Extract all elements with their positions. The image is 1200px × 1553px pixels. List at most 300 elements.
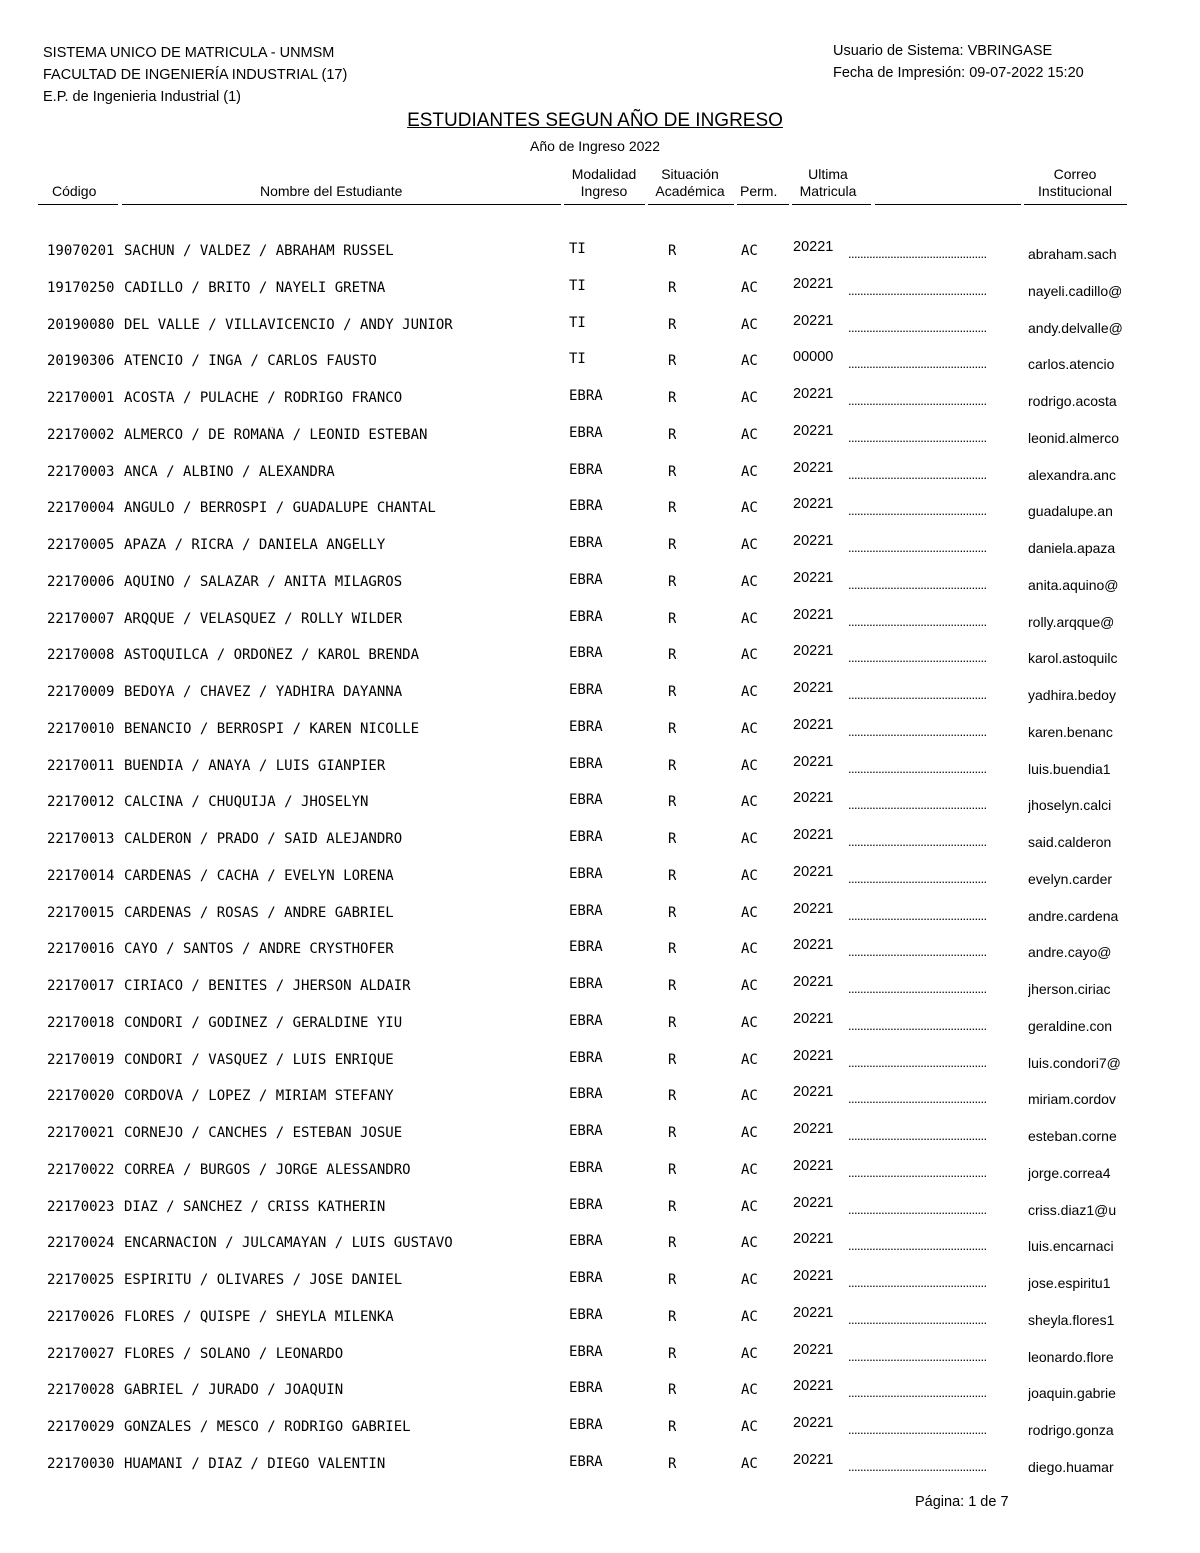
academic-situation: R xyxy=(668,1198,677,1215)
admission-modality: TI xyxy=(569,314,586,331)
last-enrollment: 00000 xyxy=(793,349,834,366)
table-row xyxy=(0,1009,1200,1045)
student-code: 22170019 xyxy=(47,1051,115,1068)
student-name: ARQQUE / VELASQUEZ / ROLLY WILDER xyxy=(124,610,403,627)
table-row xyxy=(0,494,1200,530)
student-name: GABRIEL / JURADO / JOAQUIN xyxy=(124,1382,344,1399)
academic-situation: R xyxy=(668,941,677,958)
student-name: ESPIRITU / OLIVARES / JOSE DANIEL xyxy=(124,1272,403,1288)
dot-leader: .............................................. xyxy=(848,1348,987,1364)
permanence-status: AC xyxy=(741,720,758,737)
permanence-status: AC xyxy=(741,390,758,406)
header-divider xyxy=(875,204,1021,205)
student-code: 22170014 xyxy=(47,867,115,884)
academic-situation: R xyxy=(668,1088,677,1105)
academic-situation: R xyxy=(668,390,677,406)
system-name: SISTEMA UNICO DE MATRICULA - UNMSM xyxy=(43,45,335,61)
academic-situation: R xyxy=(668,904,677,921)
student-code: 22170015 xyxy=(47,904,115,921)
permanence-status: AC xyxy=(741,279,758,296)
student-name: FLORES / SOLANO / LEONARDO xyxy=(124,1345,344,1362)
permanence-status: AC xyxy=(741,537,758,553)
last-enrollment: 20221 xyxy=(793,827,834,843)
table-row xyxy=(0,384,1200,420)
student-name: ENCARNACION / JULCAMAYAN / LUIS GUSTAVO xyxy=(124,1235,453,1252)
last-enrollment: 20221 xyxy=(793,1121,834,1137)
col-code: Código xyxy=(52,183,97,199)
table-row xyxy=(0,641,1200,677)
last-enrollment: 20221 xyxy=(793,606,834,623)
academic-situation: R xyxy=(668,794,677,811)
institutional-email: geraldine.con xyxy=(1028,1017,1113,1034)
admission-modality: EBRA xyxy=(569,1417,603,1433)
permanence-status: AC xyxy=(741,647,758,664)
student-code: 22170027 xyxy=(47,1345,115,1362)
last-enrollment: 20221 xyxy=(793,239,834,255)
last-enrollment: 20221 xyxy=(793,1194,834,1211)
institutional-email: abraham.sach xyxy=(1028,246,1117,262)
admission-modality: EBRA xyxy=(569,645,603,662)
student-name: BUENDIA / ANAYA / LUIS GIANPIER xyxy=(124,757,386,774)
student-code: 22170010 xyxy=(47,720,115,737)
last-enrollment: 20221 xyxy=(793,1415,834,1431)
table-row xyxy=(0,1340,1200,1376)
print-label: Fecha de Impresión: xyxy=(833,65,966,81)
institutional-email: said.calderon xyxy=(1028,834,1112,850)
institutional-email: esteban.corne xyxy=(1028,1128,1117,1144)
last-enrollment: 20221 xyxy=(793,1157,834,1174)
dot-leader: .............................................. xyxy=(848,1091,987,1107)
student-code: 22170022 xyxy=(47,1161,115,1178)
last-enrollment: 20221 xyxy=(793,312,834,329)
admission-modality: EBRA xyxy=(569,1380,603,1397)
admission-modality: EBRA xyxy=(569,388,603,404)
table-row xyxy=(0,1450,1200,1486)
admission-modality: EBRA xyxy=(569,939,603,956)
dot-leader: .............................................. xyxy=(848,723,987,739)
last-enrollment: 20221 xyxy=(793,863,834,880)
table-row xyxy=(0,1119,1200,1155)
last-enrollment: 20221 xyxy=(793,900,834,917)
dot-leader: .............................................. xyxy=(848,466,987,482)
student-code: 20190080 xyxy=(47,316,115,333)
academic-situation: R xyxy=(668,831,677,847)
institutional-email: miriam.cordov xyxy=(1028,1091,1116,1108)
last-enrollment: 20221 xyxy=(793,1268,834,1284)
table-row xyxy=(0,752,1200,788)
last-enrollment: 20221 xyxy=(793,1047,834,1064)
dot-leader: .............................................. xyxy=(848,576,987,592)
permanence-status: AC xyxy=(741,867,758,884)
last-enrollment: 20221 xyxy=(793,753,834,770)
institutional-email: evelyn.carder xyxy=(1028,870,1113,887)
student-name: APAZA / RICRA / DANIELA ANGELLY xyxy=(124,537,386,553)
table-row xyxy=(0,1082,1200,1118)
permanence-status: AC xyxy=(741,1051,758,1068)
institutional-email: sheyla.flores1 xyxy=(1028,1311,1115,1328)
institutional-email: daniela.apaza xyxy=(1028,540,1116,556)
dot-leader: .............................................. xyxy=(848,907,987,923)
academic-situation: R xyxy=(668,1051,677,1068)
student-name: ACOSTA / PULACHE / RODRIGO FRANCO xyxy=(124,390,403,406)
dot-leader: .............................................. xyxy=(848,1311,987,1327)
institutional-email: diego.huamar xyxy=(1028,1458,1114,1475)
admission-modality: EBRA xyxy=(569,535,603,551)
admission-modality: EBRA xyxy=(569,1049,603,1066)
dot-leader: .............................................. xyxy=(848,540,987,555)
last-enrollment: 20221 xyxy=(793,275,834,292)
admission-modality: EBRA xyxy=(569,718,603,735)
page-number: Página: 1 de 7 xyxy=(915,1494,1009,1510)
last-enrollment: 20221 xyxy=(793,1231,834,1248)
student-code: 22170026 xyxy=(47,1308,115,1325)
table-row xyxy=(0,788,1200,824)
admission-modality: EBRA xyxy=(569,461,603,478)
table-row xyxy=(0,1046,1200,1082)
last-enrollment: 20221 xyxy=(793,1378,834,1395)
permanence-status: AC xyxy=(741,573,758,590)
permanence-status: AC xyxy=(741,1235,758,1252)
admission-modality: EBRA xyxy=(569,1086,603,1103)
system-user xyxy=(833,40,1084,62)
academic-situation: R xyxy=(668,867,677,884)
permanence-status: AC xyxy=(741,1272,758,1288)
table-row xyxy=(0,899,1200,935)
permanence-status: AC xyxy=(741,757,758,774)
student-code: 22170016 xyxy=(47,941,115,958)
permanence-status: AC xyxy=(741,463,758,480)
dot-leader: .............................................. xyxy=(848,1275,987,1290)
print-value: 09-07-2022 15:20 xyxy=(969,65,1084,81)
academic-situation: R xyxy=(668,720,677,737)
last-enrollment: 20221 xyxy=(793,386,834,402)
permanence-status: AC xyxy=(741,1088,758,1105)
institutional-email: yadhira.bedoy xyxy=(1028,687,1116,703)
student-code: 22170023 xyxy=(47,1198,115,1215)
student-name: CARDENAS / ROSAS / ANDRE GABRIEL xyxy=(124,904,394,921)
institutional-email: leonid.almerco xyxy=(1028,429,1120,446)
dot-leader: .............................................. xyxy=(848,246,987,261)
dot-leader: .............................................. xyxy=(848,1054,987,1070)
admission-modality: EBRA xyxy=(569,682,603,698)
student-name: BENANCIO / BERROSPI / KAREN NICOLLE xyxy=(124,720,420,737)
last-enrollment: 20221 xyxy=(793,790,834,807)
student-code: 22170005 xyxy=(47,537,115,553)
dot-leader: .............................................. xyxy=(848,834,987,849)
report-subtitle: Año de Ingreso 2022 xyxy=(530,138,660,154)
student-code: 22170017 xyxy=(47,978,115,994)
table-row xyxy=(0,421,1200,457)
col-last-enrollment: Ultima Matricula xyxy=(799,166,857,199)
academic-situation: R xyxy=(668,316,677,333)
permanence-status: AC xyxy=(741,1345,758,1362)
institutional-email: jhoselyn.calci xyxy=(1028,797,1112,814)
dot-leader: .............................................. xyxy=(848,1385,987,1401)
institutional-email: carlos.atencio xyxy=(1028,356,1115,373)
dot-leader: .............................................. xyxy=(848,1164,987,1180)
table-row xyxy=(0,274,1200,310)
admission-modality: TI xyxy=(569,241,586,257)
student-code: 22170009 xyxy=(47,684,115,700)
institutional-email: guadalupe.an xyxy=(1028,503,1113,520)
institutional-email: anita.aquino@ xyxy=(1028,576,1119,593)
institutional-email: rolly.arqque@ xyxy=(1028,613,1115,630)
dot-leader: .............................................. xyxy=(848,613,987,629)
institutional-email: jherson.ciriac xyxy=(1028,981,1111,997)
permanence-status: AC xyxy=(741,610,758,627)
col-situation: Situación Académica xyxy=(655,166,725,199)
student-name: CARDENAS / CACHA / EVELYN LORENA xyxy=(124,867,394,884)
permanence-status: AC xyxy=(741,1419,758,1435)
table-row xyxy=(0,1156,1200,1192)
permanence-status: AC xyxy=(741,1161,758,1178)
institutional-email: luis.encarnaci xyxy=(1028,1238,1114,1255)
institutional-email: leonardo.flore xyxy=(1028,1348,1114,1365)
student-name: ANGULO / BERROSPI / GUADALUPE CHANTAL xyxy=(124,500,436,517)
institutional-email: jose.espiritu1 xyxy=(1028,1275,1111,1291)
institutional-email: criss.diaz1@u xyxy=(1028,1201,1117,1218)
last-enrollment: 20221 xyxy=(793,716,834,733)
header-divider xyxy=(564,204,645,205)
student-code: 22170024 xyxy=(47,1235,115,1252)
institutional-email: karol.astoquilc xyxy=(1028,650,1118,667)
dot-leader: .............................................. xyxy=(848,650,987,666)
dot-leader: .............................................. xyxy=(848,503,987,519)
last-enrollment: 20221 xyxy=(793,569,834,586)
permanence-status: AC xyxy=(741,978,758,994)
admission-modality: EBRA xyxy=(569,1270,603,1286)
dot-leader: .............................................. xyxy=(848,429,987,445)
student-name: CONDORI / VASQUEZ / LUIS ENRIQUE xyxy=(124,1051,394,1068)
institutional-email: andre.cayo@ xyxy=(1028,944,1112,961)
table-row xyxy=(0,1229,1200,1265)
admission-modality: EBRA xyxy=(569,498,603,515)
student-code: 20190306 xyxy=(47,353,115,370)
permanence-status: AC xyxy=(741,1308,758,1325)
institutional-email: jorge.correa4 xyxy=(1028,1164,1111,1181)
admission-modality: EBRA xyxy=(569,865,603,882)
student-code: 22170021 xyxy=(47,1125,115,1141)
table-row xyxy=(0,1413,1200,1449)
dot-leader: .............................................. xyxy=(848,1128,987,1143)
student-name: CORNEJO / CANCHES / ESTEBAN JOSUE xyxy=(124,1125,403,1141)
dot-leader: .............................................. xyxy=(848,870,987,886)
dot-leader: .............................................. xyxy=(848,393,987,408)
table-row xyxy=(0,678,1200,714)
header-divider xyxy=(122,204,561,205)
permanence-status: AC xyxy=(741,831,758,847)
header-divider xyxy=(737,204,789,205)
student-code: 22170003 xyxy=(47,463,115,480)
admission-modality: EBRA xyxy=(569,755,603,772)
admission-modality: EBRA xyxy=(569,902,603,919)
print-date xyxy=(833,62,1084,84)
student-code: 22170002 xyxy=(47,426,115,443)
student-code: 22170012 xyxy=(47,794,115,811)
academic-situation: R xyxy=(668,684,677,700)
student-name: HUAMANI / DIAZ / DIEGO VALENTIN xyxy=(124,1455,386,1472)
dot-leader: .............................................. xyxy=(848,944,987,960)
academic-situation: R xyxy=(668,279,677,296)
header-divider xyxy=(648,204,734,205)
col-name: Nombre del Estudiante xyxy=(260,183,403,199)
student-code: 19070201 xyxy=(47,243,115,259)
student-name: GONZALES / MESCO / RODRIGO GABRIEL xyxy=(124,1419,411,1435)
academic-situation: R xyxy=(668,243,677,259)
academic-situation: R xyxy=(668,1125,677,1141)
admission-modality: TI xyxy=(569,351,586,368)
admission-modality: EBRA xyxy=(569,792,603,809)
dot-leader: .............................................. xyxy=(848,687,987,702)
admission-modality: EBRA xyxy=(569,424,603,441)
student-name: ALMERCO / DE ROMAÑA / LEONID ESTEBAN xyxy=(124,426,428,443)
admission-modality: TI xyxy=(569,277,586,294)
last-enrollment: 20221 xyxy=(793,496,834,513)
permanence-status: AC xyxy=(741,1014,758,1031)
academic-situation: R xyxy=(668,757,677,774)
student-name: DIAZ / SANCHEZ / CRISS KATHERIN xyxy=(124,1198,386,1215)
institutional-email: luis.buendia1 xyxy=(1028,760,1111,777)
col-modality: Modalidad Ingreso xyxy=(571,166,637,199)
student-code: 22170020 xyxy=(47,1088,115,1105)
institutional-email: nayeli.cadillo@ xyxy=(1028,282,1123,299)
permanence-status: AC xyxy=(741,794,758,811)
student-name: CADILLO / BRITO / NAYELI GRETNA xyxy=(124,279,386,296)
student-code: 19170250 xyxy=(47,279,115,296)
admission-modality: EBRA xyxy=(569,1012,603,1029)
table-row xyxy=(0,825,1200,861)
last-enrollment: 20221 xyxy=(793,1084,834,1101)
report-header-right xyxy=(833,40,1084,84)
permanence-status: AC xyxy=(741,353,758,370)
student-name: ATENCIO / INGA / CARLOS FAUSTO xyxy=(124,353,377,370)
admission-modality: EBRA xyxy=(569,1453,603,1470)
student-code: 22170030 xyxy=(47,1455,115,1472)
student-name: BEDOYA / CHAVEZ / YADHIRA DAYANNA xyxy=(124,684,403,700)
last-enrollment: 20221 xyxy=(793,937,834,954)
table-row xyxy=(0,237,1200,273)
table-row xyxy=(0,1266,1200,1302)
last-enrollment: 20221 xyxy=(793,680,834,696)
report-title: ESTUDIANTES SEGUN AÑO DE INGRESO xyxy=(407,110,783,131)
table-row xyxy=(0,347,1200,383)
academic-situation: R xyxy=(668,353,677,370)
academic-situation: R xyxy=(668,463,677,480)
table-row xyxy=(0,972,1200,1008)
institutional-email: joaquin.gabrie xyxy=(1028,1385,1116,1402)
academic-situation: R xyxy=(668,1382,677,1399)
student-code: 22170018 xyxy=(47,1014,115,1031)
student-code: 22170011 xyxy=(47,757,115,774)
admission-modality: EBRA xyxy=(569,1123,603,1139)
admission-modality: EBRA xyxy=(569,1306,603,1323)
dot-leader: .............................................. xyxy=(848,356,987,372)
faculty-name: FACULTAD DE INGENIERÍA INDUSTRIAL (17) xyxy=(43,67,348,83)
academic-situation: R xyxy=(668,1419,677,1435)
academic-situation: R xyxy=(668,537,677,553)
admission-modality: EBRA xyxy=(569,1196,603,1213)
student-code: 22170029 xyxy=(47,1419,115,1435)
student-name: CORREA / BURGOS / JORGE ALESSANDRO xyxy=(124,1161,411,1178)
student-code: 22170006 xyxy=(47,573,115,590)
last-enrollment: 20221 xyxy=(793,1304,834,1321)
last-enrollment: 20221 xyxy=(793,643,834,660)
institutional-email: andy.delvalle@ xyxy=(1028,319,1123,336)
permanence-status: AC xyxy=(741,941,758,958)
permanence-status: AC xyxy=(741,1382,758,1399)
header-divider xyxy=(38,204,118,205)
student-code: 22170025 xyxy=(47,1272,115,1288)
table-row xyxy=(0,935,1200,971)
student-code: 22170013 xyxy=(47,831,115,847)
academic-situation: R xyxy=(668,1272,677,1288)
last-enrollment: 20221 xyxy=(793,533,834,549)
admission-modality: EBRA xyxy=(569,829,603,845)
student-name: ANCA / ALBINO / ALEXANDRA xyxy=(124,463,335,480)
table-row xyxy=(0,1303,1200,1339)
dot-leader: .............................................. xyxy=(848,1017,987,1033)
admission-modality: EBRA xyxy=(569,1159,603,1176)
dot-leader: .............................................. xyxy=(848,1458,987,1474)
permanence-status: AC xyxy=(741,1198,758,1215)
last-enrollment: 20221 xyxy=(793,974,834,990)
academic-situation: R xyxy=(668,573,677,590)
academic-situation: R xyxy=(668,1345,677,1362)
student-code: 22170001 xyxy=(47,390,115,406)
institutional-email: andre.cardena xyxy=(1028,907,1119,924)
dot-leader: .............................................. xyxy=(848,760,987,776)
admission-modality: EBRA xyxy=(569,571,603,588)
last-enrollment: 20221 xyxy=(793,1341,834,1358)
table-row xyxy=(0,1376,1200,1412)
student-code: 22170004 xyxy=(47,500,115,517)
institutional-email: rodrigo.gonza xyxy=(1028,1422,1114,1438)
student-name: CALDERON / PRADO / SAID ALEJANDRO xyxy=(124,831,403,847)
permanence-status: AC xyxy=(741,904,758,921)
student-code: 22170008 xyxy=(47,647,115,664)
table-row xyxy=(0,531,1200,567)
student-code: 22170007 xyxy=(47,610,115,627)
student-name: ASTOQUILCA / ORDOÑEZ / KAROL BRENDA xyxy=(124,647,420,664)
student-name: AQUINO / SALAZAR / ANITA MILAGROS xyxy=(124,573,403,590)
dot-leader: .............................................. xyxy=(848,319,987,335)
academic-situation: R xyxy=(668,1308,677,1325)
permanence-status: AC xyxy=(741,500,758,517)
dot-leader: .............................................. xyxy=(848,797,987,813)
col-email: Correo Institucional xyxy=(1038,166,1112,199)
last-enrollment: 20221 xyxy=(793,1010,834,1027)
institutional-email: luis.condori7@ xyxy=(1028,1054,1121,1071)
col-perm: Perm. xyxy=(740,183,778,199)
permanence-status: AC xyxy=(741,426,758,443)
academic-situation: R xyxy=(668,500,677,517)
admission-modality: EBRA xyxy=(569,1233,603,1250)
header-divider xyxy=(792,204,871,205)
table-row xyxy=(0,862,1200,898)
dot-leader: .............................................. xyxy=(848,1422,987,1437)
institutional-email: rodrigo.acosta xyxy=(1028,393,1117,409)
dot-leader: .............................................. xyxy=(848,981,987,996)
dot-leader: .............................................. xyxy=(848,1201,987,1217)
last-enrollment: 20221 xyxy=(793,1451,834,1468)
academic-situation: R xyxy=(668,1161,677,1178)
institutional-email: karen.benanc xyxy=(1028,723,1113,740)
last-enrollment: 20221 xyxy=(793,422,834,439)
student-name: FLORES / QUISPE / SHEYLA MILENKA xyxy=(124,1308,394,1325)
table-row xyxy=(0,1193,1200,1229)
table-row xyxy=(0,568,1200,604)
permanence-status: AC xyxy=(741,684,758,700)
